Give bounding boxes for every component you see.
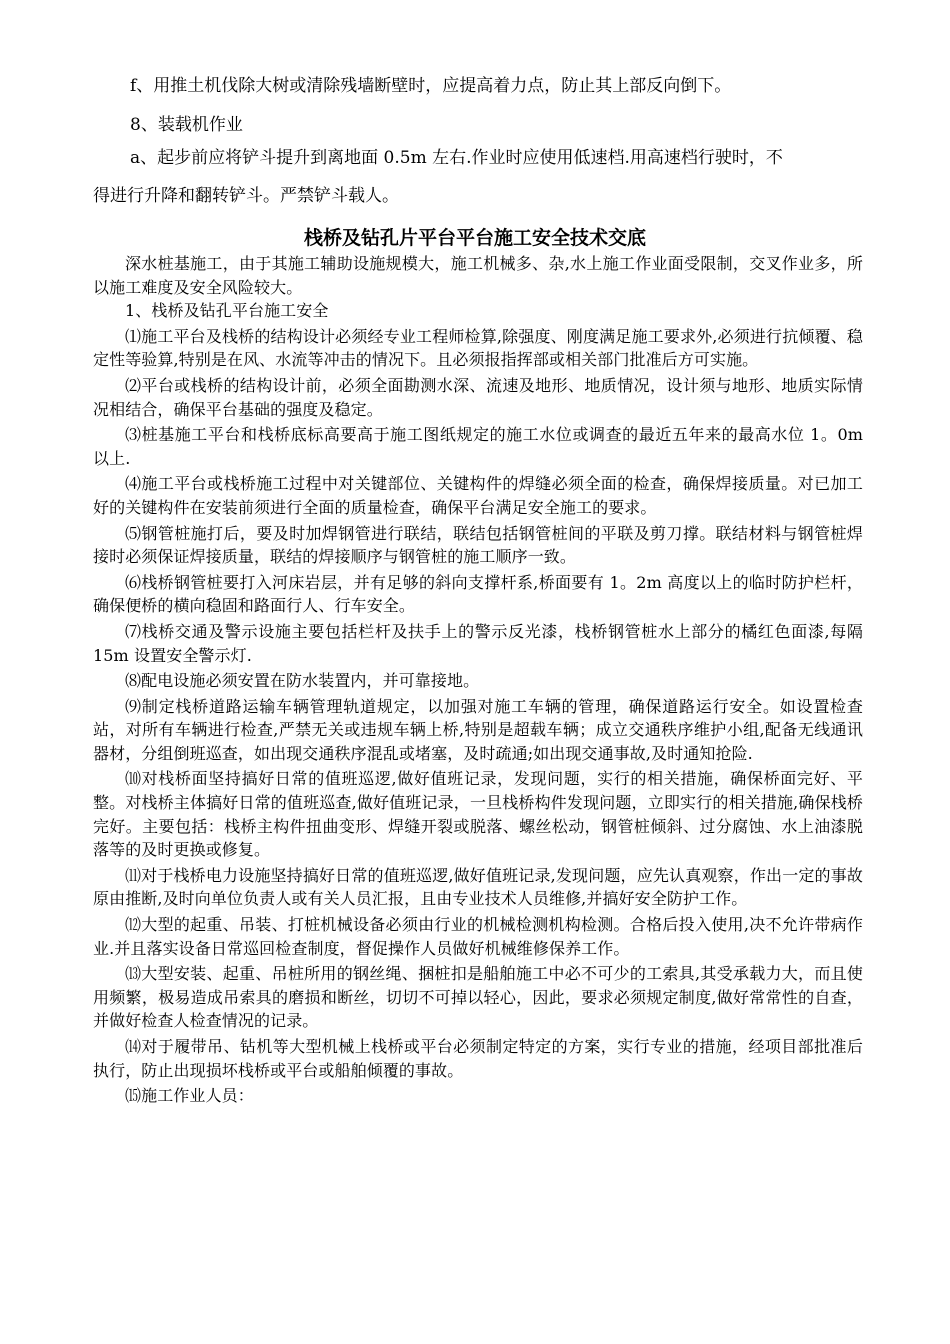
item-a-line1: a、起步前应将铲斗提升到离地面 0.5m 左右.作业时应使用低速档.用高速档行驶时，不 [130, 148, 783, 168]
paragraph-item-12: ⑿大型的起重、吊装、打桩机械设备必须由行业的机械检测机构检测。合格后投入使用,决不允许带病作业.并且落实设备日常巡回检查制度，督促操作人员做好机械维修保养工作。 [93, 915, 863, 958]
item-f-bulldozer: f、用推土机伐除大树或清除残墙断壁时，应提高着力点，防止其上部反向倒下。 [130, 76, 732, 96]
paragraph-item-14: ⒁对于履带吊、钻机等大型机械上栈桥或平台必须制定特定的方案，实行专业的措施，经项目部批准后执行，防止出现损坏栈桥或平台或船舶倾覆的事故。 [93, 1037, 863, 1080]
paragraph-item-15: ⒂施工作业人员： [125, 1086, 254, 1106]
paragraph-item-8: ⑻配电设施必须安置在防水装置内，并可靠接地。 [125, 671, 480, 691]
paragraph-item-9: ⑼制定栈桥道路运输车辆管理轨道规定，以加强对施工车辆的管理，确保道路运行安全。如设置检查站，对所有车辆进行检查,严禁无关或违规车辆上桥,特别是超载车辆；成立交通秩序维护小组,配备无线通讯器材，分组倒班巡查，如出现交通秩序混乱或堵塞，及时疏通;如出现交通事故,及时通知抢险. [93, 696, 863, 763]
paragraph-intro: 深水桩基施工，由于其施工辅助设施规模大，施工机械多、杂,水上施工作业面受限制，交叉作业多，所以施工难度及安全风险较大。 [93, 254, 863, 297]
paragraph-item-1: ⑴施工平台及栈桥的结构设计必须经专业工程师检算,除强度、刚度满足施工要求外,必须进行抗倾覆、稳定性等验算,特别是在风、水流等冲击的情况下。且必须报指挥部或相关部门批准后方可实施。 [93, 326, 863, 370]
paragraph-item-11: ⑾对于栈桥电力设施坚持搞好日常的值班巡逻,做好值班记录,发现问题，应先认真观察，作出一定的事故原由推断,及时向单位负责人或有关人员汇报，且由专业技术人员维修,并搞好安全防护工作。 [93, 865, 863, 909]
paragraph-item-7: ⑺栈桥交通及警示设施主要包括栏杆及扶手上的警示反光漆，栈桥钢管桩水上部分的橘红色面漆,每隔 15m 设置安全警示灯. [93, 621, 863, 665]
loader-heading: 8、装载机作业 [130, 115, 243, 135]
paragraph-item-6: ⑹栈桥钢管桩要打入河床岩层，并有足够的斜向支撑杆系,桥面要有 1。2m 高度以上的临时防护栏杆，确保便桥的横向稳固和路面行人、行车安全。 [93, 572, 863, 616]
section-title: 栈桥及钻孔片平台平台施工安全技术交底 [303, 227, 646, 249]
paragraph-item-10: ⑽对栈桥面坚持搞好日常的值班巡逻,做好值班记录，发现问题，实行的相关措施，确保桥面完好、平整。对栈桥主体搞好日常的值班巡查,做好值班记录，一旦栈桥构件发现问题，立即实行的相关措施,确保栈桥完好。主要包括：栈桥主构件扭曲变形、焊缝开裂或脱落、螺丝松动，钢管桩倾斜、过分腐蚀、水上油漆脱落等的及时更换或修复。 [93, 769, 863, 860]
paragraph-item-13: ⒀大型安装、起重、吊桩所用的钢丝绳、捆桩扣是船舶施工中必不可少的工索具,其受承载力大，而且使用频繁，极易造成吊索具的磨损和断丝，切切不可掉以轻心，因此，要求必须规定制度,做好常常性的自查，并做好检查人检查情况的记录。 [93, 964, 863, 1031]
paragraph-item-5: ⑸钢管桩施打后，要及时加焊钢管进行联结，联结包括钢管桩间的平联及剪刀撑。联结材料与钢管桩焊接时必须保证焊接质量，联结的焊接顺序与钢管桩的施工顺序一致。 [93, 523, 863, 567]
paragraph-heading-1: 1、栈桥及钻孔平台施工安全 [125, 301, 329, 321]
item-a-line2: 得进行升降和翻转铲斗。严禁铲斗载人。 [93, 186, 399, 206]
section-body [93, 252, 863, 1108]
paragraph-item-3: ⑶桩基施工平台和栈桥底标高要高于施工图纸规定的施工水位或调查的最近五年来的最高水位 1。0m 以上. [93, 425, 863, 468]
paragraph-item-2: ⑵平台或栈桥的结构设计前，必须全面勘测水深、流速及地形、地质情况，设计须与地形、地质实际情况相结合，确保平台基础的强度及稳定。 [93, 375, 863, 419]
paragraph-item-4: ⑷施工平台或栈桥施工过程中对关键部位、关键构件的焊缝必须全面的检查，确保焊接质量。对已加工好的关键构件在安装前须进行全面的质量检查，确保平台满足安全施工的要求。 [93, 474, 863, 517]
